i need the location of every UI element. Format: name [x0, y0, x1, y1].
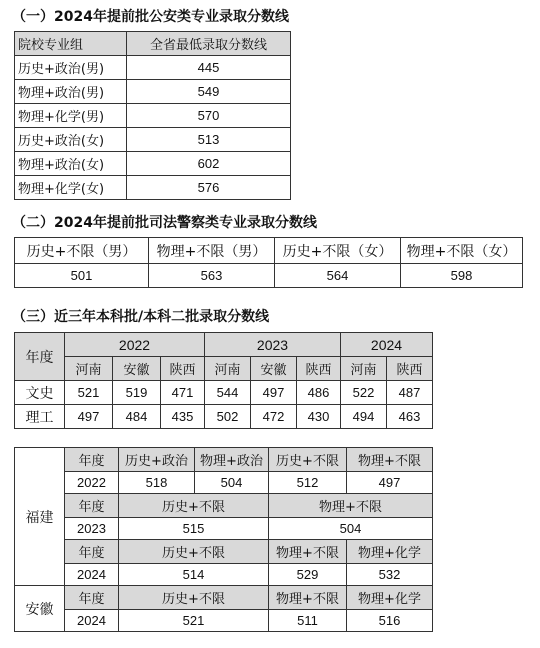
subject-header: 物理+不限: [269, 540, 347, 564]
score-cell: 435: [161, 405, 205, 429]
header-physics-male: 物理+不限（男）: [149, 238, 275, 264]
score-cell: 504: [269, 518, 433, 540]
province-fujian: 福建: [15, 448, 65, 586]
year-cell: 2024: [65, 610, 119, 632]
header-history-female: 历史+不限（女）: [275, 238, 401, 264]
subject-header: 物理+政治: [195, 448, 269, 472]
score-cell: 521: [119, 610, 269, 632]
score-cell: 472: [251, 405, 297, 429]
year-cell: 2024: [65, 564, 119, 586]
province-anhui: 安徽: [15, 586, 65, 632]
year-header: 年度: [65, 586, 119, 610]
row-label: 物理+政治(男): [15, 80, 127, 104]
score-cell: 514: [119, 564, 269, 586]
score-cell: 484: [113, 405, 161, 429]
section3-table: [14, 332, 433, 429]
row-score: 445: [127, 56, 291, 80]
score-cell: 516: [347, 610, 433, 632]
row-label-ligong: 理工: [15, 405, 65, 429]
province-header: 河南: [65, 357, 113, 381]
header-physics-female: 物理+不限（女）: [401, 238, 523, 264]
score-cell: 430: [297, 405, 341, 429]
row-label: 物理+政治(女): [15, 152, 127, 176]
score-cell: 501: [15, 264, 149, 288]
year-header: 年度: [65, 494, 119, 518]
year-header: 年度: [65, 448, 119, 472]
section1-title: （一）2024年提前批公安类专业录取分数线: [12, 9, 289, 25]
header-min-score: 全省最低录取分数线: [127, 32, 291, 56]
section2-title: （二）2024年提前批司法警察类专业录取分数线: [12, 215, 317, 231]
score-cell: 521: [65, 381, 113, 405]
score-cell: 564: [275, 264, 401, 288]
header-group: 院校专业组: [15, 32, 127, 56]
subject-header: 物理+不限: [269, 586, 347, 610]
row-label: 历史+政治(男): [15, 56, 127, 80]
year-2024: 2024: [341, 333, 433, 357]
year-2022: 2022: [65, 333, 205, 357]
year-cell: 2022: [65, 472, 119, 494]
score-cell: 486: [297, 381, 341, 405]
province-header: 陕西: [387, 357, 433, 381]
province-header: 河南: [205, 357, 251, 381]
subject-header: 历史+不限: [119, 586, 269, 610]
row-score: 570: [127, 104, 291, 128]
row-label: 物理+化学(女): [15, 176, 127, 200]
subject-header: 历史+不限: [119, 494, 269, 518]
year-header: 年度: [15, 333, 65, 381]
province-header: 陕西: [161, 357, 205, 381]
subject-header: 物理+化学: [347, 540, 433, 564]
section2-table: [14, 237, 523, 288]
score-cell: 497: [65, 405, 113, 429]
score-cell: 511: [269, 610, 347, 632]
subject-header: 历史+不限: [119, 540, 269, 564]
row-score: 549: [127, 80, 291, 104]
province-header: 陕西: [297, 357, 341, 381]
score-cell: 502: [205, 405, 251, 429]
score-cell: 515: [119, 518, 269, 540]
subject-header: 物理+化学: [347, 586, 433, 610]
year-2023: 2023: [205, 333, 341, 357]
score-cell: 497: [251, 381, 297, 405]
score-cell: 598: [401, 264, 523, 288]
score-cell: 504: [195, 472, 269, 494]
year-cell: 2023: [65, 518, 119, 540]
section4-table: [14, 447, 433, 632]
score-cell: 487: [387, 381, 433, 405]
row-score: 602: [127, 152, 291, 176]
subject-header: 物理+不限: [269, 494, 433, 518]
section3-title: （三）近三年本科批/本科二批录取分数线: [12, 309, 270, 325]
year-header: 年度: [65, 540, 119, 564]
score-cell: 512: [269, 472, 347, 494]
section1-table: [14, 31, 291, 200]
subject-header: 物理+不限: [347, 448, 433, 472]
row-score: 576: [127, 176, 291, 200]
province-header: 安徽: [251, 357, 297, 381]
subject-header: 历史+政治: [119, 448, 195, 472]
province-header: 河南: [341, 357, 387, 381]
score-cell: 494: [341, 405, 387, 429]
score-cell: 471: [161, 381, 205, 405]
score-cell: 522: [341, 381, 387, 405]
row-label-wenshi: 文史: [15, 381, 65, 405]
score-cell: 532: [347, 564, 433, 586]
row-label: 历史+政治(女): [15, 128, 127, 152]
row-label: 物理+化学(男): [15, 104, 127, 128]
score-cell: 544: [205, 381, 251, 405]
score-cell: 529: [269, 564, 347, 586]
row-score: 513: [127, 128, 291, 152]
score-cell: 463: [387, 405, 433, 429]
score-cell: 518: [119, 472, 195, 494]
score-cell: 519: [113, 381, 161, 405]
province-header: 安徽: [113, 357, 161, 381]
score-cell: 563: [149, 264, 275, 288]
header-history-male: 历史+不限（男）: [15, 238, 149, 264]
subject-header: 历史+不限: [269, 448, 347, 472]
score-cell: 497: [347, 472, 433, 494]
